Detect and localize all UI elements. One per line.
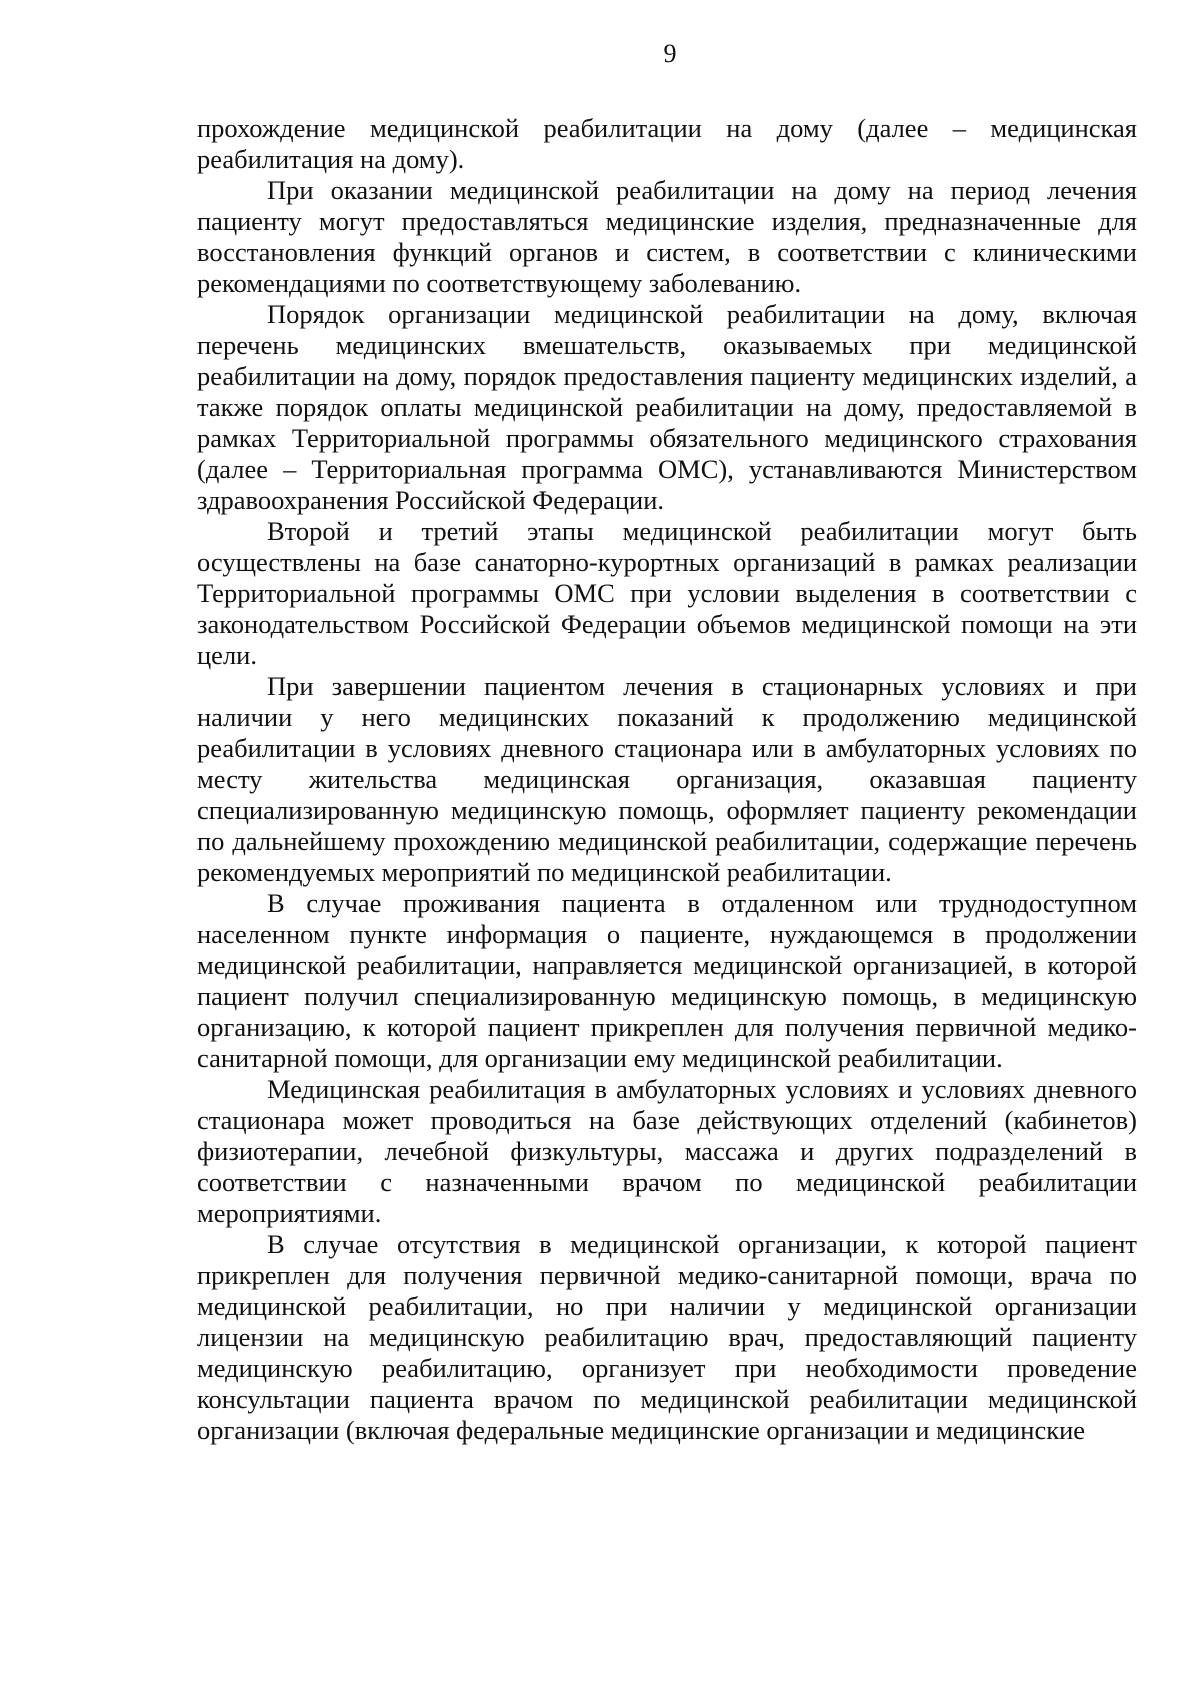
- paragraph: В случае отсутствия в медицинской организации, к которой пациент прикреплен для получения первичной медико-санитарной помощи, врача по медицинской реабилитации, но при наличии у медицинской организации лицензии на медицинскую реабилитацию врач, предоставляющий пациенту медицинскую реабилитацию, организует при необходимости проведение консультации пациента врачом по медицинской реабилитации медицинской организации (включая федеральные медицинские организации и медицинские: [197, 1229, 1137, 1445]
- document-body: [197, 113, 1137, 1446]
- paragraph-continuation: прохождение медицинской реабилитации на дому (далее – медицинская реабилитация на дому).: [197, 113, 1137, 174]
- page-number: 9: [663, 39, 677, 68]
- paragraph: При оказании медицинской реабилитации на дому на период лечения пациенту могут предоставляться медицинские изделия, предназначенные для восстановления функций органов и систем, в соответствии с клиническими рекомендациями по соответствующему заболеванию.: [197, 175, 1137, 298]
- paragraph: В случае проживания пациента в отдаленном или труднодоступном населенном пункте информация о пациенте, нуждающемся в продолжении медицинской реабилитации, направляется медицинской организацией, в которой пациент получил специализированную медицинскую помощь, в медицинскую организацию, к которой пациент прикреплен для получения первичной медико-санитарной помощи, для организации ему медицинской реабилитации.: [197, 888, 1137, 1073]
- paragraph: При завершении пациентом лечения в стационарных условиях и при наличии у него медицинских показаний к продолжению медицинской реабилитации в условиях дневного стационара или в амбулаторных условиях по месту жительства медицинская организация, оказавшая пациенту специализированную медицинскую помощь, оформляет пациенту рекомендации по дальнейшему прохождению медицинской реабилитации, содержащие перечень рекомендуемых мероприятий по медицинской реабилитации.: [197, 671, 1137, 887]
- paragraph: Медицинская реабилитация в амбулаторных условиях и условиях дневного стационара может проводиться на базе действующих отделений (кабинетов) физиотерапии, лечебной физкультуры, массажа и других подразделений в соответствии с назначенными врачом по медицинской реабилитации мероприятиями.: [197, 1074, 1137, 1228]
- paragraph: Второй и третий этапы медицинской реабилитации могут быть осуществлены на базе санаторно-курортных организаций в рамках реализации Территориальной программы ОМС при условии выделения в соответствии с законодательством Российской Федерации объемов медицинской помощи на эти цели.: [197, 516, 1137, 670]
- paragraph: Порядок организации медицинской реабилитации на дому, включая перечень медицинских вмешательств, оказываемых при медицинской реабилитации на дому, порядок предоставления пациенту медицинских изделий, а также порядок оплаты медицинской реабилитации на дому, предоставляемой в рамках Территориальной программы обязательного медицинского страхования (далее – Территориальная программа ОМС), устанавливаются Министерством здравоохранения Российской Федерации.: [197, 299, 1137, 515]
